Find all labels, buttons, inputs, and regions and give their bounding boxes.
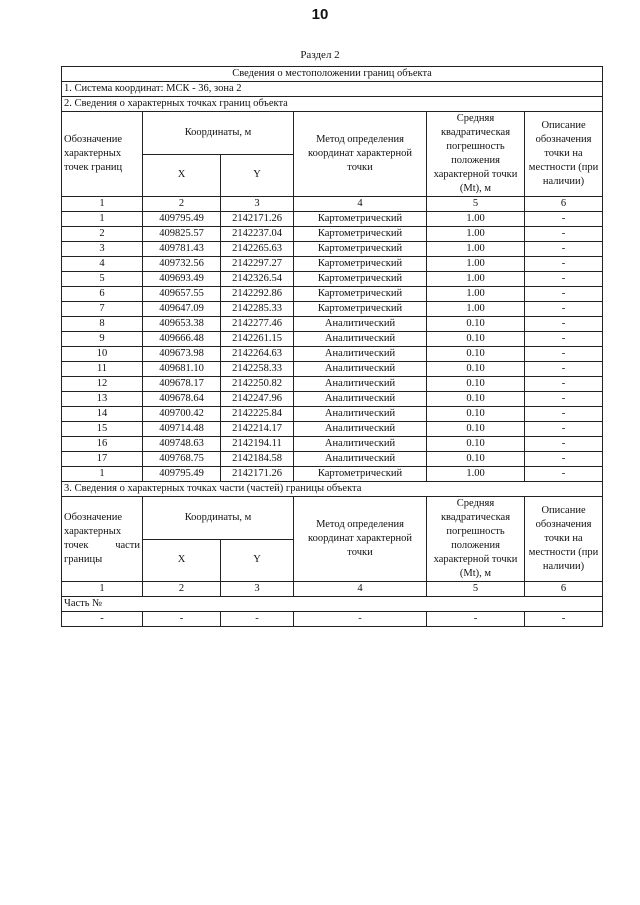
column-number: 6 <box>525 197 603 212</box>
header2-x-label: X <box>143 539 221 582</box>
table-row <box>62 272 603 287</box>
point-x: 409781.43 <box>143 242 221 257</box>
point-method: Аналитический <box>294 437 427 452</box>
empty-cell: - <box>62 612 143 627</box>
point-method: Картометрический <box>294 467 427 482</box>
table-row <box>62 467 603 482</box>
point-description: - <box>525 227 603 242</box>
point-method: Аналитический <box>294 377 427 392</box>
header-x-label: X <box>143 154 221 197</box>
column-number: 4 <box>294 197 427 212</box>
section2-title: 3. Сведения о характерных точках части (частей) границы объекта <box>62 482 603 497</box>
point-number: 2 <box>62 227 143 242</box>
column-number: 2 <box>143 197 221 212</box>
point-error: 0.10 <box>427 347 525 362</box>
point-error: 0.10 <box>427 452 525 467</box>
point-x: 409693.49 <box>143 272 221 287</box>
point-y: 2142184.58 <box>221 452 294 467</box>
header-description-label: Описание обозначения точки на местности (при наличии) <box>525 112 603 197</box>
point-y: 2142250.82 <box>221 377 294 392</box>
point-method: Картометрический <box>294 257 427 272</box>
point-error: 1.00 <box>427 287 525 302</box>
point-method: Картометрический <box>294 212 427 227</box>
point-method: Аналитический <box>294 407 427 422</box>
boundaries-table <box>61 66 603 627</box>
point-y: 2142265.63 <box>221 242 294 257</box>
point-error: 0.10 <box>427 377 525 392</box>
section1-title: 2. Сведения о характерных точках границ объекта <box>62 97 603 112</box>
point-method: Аналитический <box>294 362 427 377</box>
point-description: - <box>525 302 603 317</box>
point-y: 2142225.84 <box>221 407 294 422</box>
point-number: 8 <box>62 317 143 332</box>
point-x: 409714.48 <box>143 422 221 437</box>
point-error: 1.00 <box>427 302 525 317</box>
point-y: 2142326.54 <box>221 272 294 287</box>
table-row <box>62 377 603 392</box>
table-row <box>62 347 603 362</box>
column-numbers-row <box>62 197 603 212</box>
point-number: 10 <box>62 347 143 362</box>
empty-cell: - <box>143 612 221 627</box>
point-y: 2142171.26 <box>221 212 294 227</box>
point-description: - <box>525 242 603 257</box>
point-description: - <box>525 422 603 437</box>
point-description: - <box>525 407 603 422</box>
point-description: - <box>525 287 603 302</box>
point-x: 409748.63 <box>143 437 221 452</box>
point-number: 5 <box>62 272 143 287</box>
point-description: - <box>525 467 603 482</box>
table-row <box>62 362 603 377</box>
part-label: Часть № <box>62 597 603 612</box>
column-number: 1 <box>62 582 143 597</box>
point-number: 1 <box>62 212 143 227</box>
point-error: 1.00 <box>427 467 525 482</box>
point-x: 409673.98 <box>143 347 221 362</box>
point-number: 16 <box>62 437 143 452</box>
point-description: - <box>525 347 603 362</box>
header-error-label: Средняя квадратическая погрешность положения характерной точки (Mt), м <box>427 112 525 197</box>
header2-point-label: Обозначение характерных точек части границы <box>62 497 143 582</box>
point-method: Картометрический <box>294 227 427 242</box>
column-number: 3 <box>221 197 294 212</box>
point-y: 2142261.15 <box>221 332 294 347</box>
table-row <box>62 242 603 257</box>
header-coords-label: Координаты, м <box>143 112 294 155</box>
header2-coords-label: Координаты, м <box>143 497 294 540</box>
point-number: 14 <box>62 407 143 422</box>
point-x: 409768.75 <box>143 452 221 467</box>
point-description: - <box>525 362 603 377</box>
point-x: 409657.55 <box>143 287 221 302</box>
table-row <box>62 422 603 437</box>
point-method: Аналитический <box>294 347 427 362</box>
column-number: 5 <box>427 582 525 597</box>
point-number: 9 <box>62 332 143 347</box>
point-y: 2142258.33 <box>221 362 294 377</box>
header2-error-label: Средняя квадратическая погрешность положения характерной точки (Mt), м <box>427 497 525 582</box>
column-number: 2 <box>143 582 221 597</box>
point-y: 2142264.63 <box>221 347 294 362</box>
header-y-label: Y <box>221 154 294 197</box>
point-method: Картометрический <box>294 272 427 287</box>
point-x: 409678.64 <box>143 392 221 407</box>
header-method-label: Метод определения координат характерной точки <box>294 112 427 197</box>
point-error: 1.00 <box>427 242 525 257</box>
point-x: 409666.48 <box>143 332 221 347</box>
point-x: 409732.56 <box>143 257 221 272</box>
point-x: 409825.57 <box>143 227 221 242</box>
column-number: 5 <box>427 197 525 212</box>
point-description: - <box>525 257 603 272</box>
point-y: 2142285.33 <box>221 302 294 317</box>
point-method: Картометрический <box>294 302 427 317</box>
point-error: 0.10 <box>427 437 525 452</box>
point-y: 2142277.46 <box>221 317 294 332</box>
table-row <box>62 407 603 422</box>
header2-description-label: Описание обозначения точки на местности (при наличии) <box>525 497 603 582</box>
point-method: Аналитический <box>294 392 427 407</box>
empty-cell: - <box>427 612 525 627</box>
point-error: 0.10 <box>427 392 525 407</box>
table-row <box>62 257 603 272</box>
point-error: 0.10 <box>427 332 525 347</box>
point-y: 2142297.27 <box>221 257 294 272</box>
point-y: 2142237.04 <box>221 227 294 242</box>
point-error: 0.10 <box>427 317 525 332</box>
point-error: 1.00 <box>427 272 525 287</box>
point-x: 409700.42 <box>143 407 221 422</box>
header2-y-label: Y <box>221 539 294 582</box>
empty-cell: - <box>294 612 427 627</box>
point-description: - <box>525 437 603 452</box>
point-number: 1 <box>62 467 143 482</box>
point-description: - <box>525 317 603 332</box>
empty-cell: - <box>221 612 294 627</box>
point-number: 3 <box>62 242 143 257</box>
column-number: 3 <box>221 582 294 597</box>
point-number: 11 <box>62 362 143 377</box>
coord-system: 1. Система координат: МСК - 36, зона 2 <box>62 82 603 97</box>
point-description: - <box>525 452 603 467</box>
point-x: 409653.38 <box>143 317 221 332</box>
point-y: 2142194.11 <box>221 437 294 452</box>
point-y: 2142214.17 <box>221 422 294 437</box>
table-row <box>62 332 603 347</box>
page-number: 10 <box>311 6 329 23</box>
point-description: - <box>525 212 603 227</box>
point-number: 4 <box>62 257 143 272</box>
table-row <box>62 287 603 302</box>
point-method: Картометрический <box>294 287 427 302</box>
table-row <box>62 302 603 317</box>
point-description: - <box>525 392 603 407</box>
point-y: 2142171.26 <box>221 467 294 482</box>
empty-part-row <box>62 612 603 627</box>
column-number: 6 <box>525 582 603 597</box>
column-number: 1 <box>62 197 143 212</box>
point-error: 0.10 <box>427 407 525 422</box>
point-y: 2142247.96 <box>221 392 294 407</box>
point-error: 0.10 <box>427 362 525 377</box>
point-error: 1.00 <box>427 257 525 272</box>
header-point-label: Обозначение характерных точек границ <box>62 112 143 197</box>
point-x: 409647.09 <box>143 302 221 317</box>
section-label: Раздел 2 <box>300 49 340 61</box>
table-row <box>62 392 603 407</box>
table-row <box>62 437 603 452</box>
point-x: 409678.17 <box>143 377 221 392</box>
point-method: Аналитический <box>294 317 427 332</box>
point-error: 0.10 <box>427 422 525 437</box>
column-number: 4 <box>294 582 427 597</box>
header2-method-label: Метод определения координат характерной точки <box>294 497 427 582</box>
table-row <box>62 212 603 227</box>
empty-cell: - <box>525 612 603 627</box>
point-description: - <box>525 272 603 287</box>
point-error: 1.00 <box>427 212 525 227</box>
point-method: Аналитический <box>294 332 427 347</box>
point-method: Аналитический <box>294 422 427 437</box>
point-number: 17 <box>62 452 143 467</box>
point-error: 1.00 <box>427 227 525 242</box>
point-x: 409681.10 <box>143 362 221 377</box>
table-title: Сведения о местоположении границ объекта <box>62 67 603 82</box>
point-number: 12 <box>62 377 143 392</box>
point-number: 15 <box>62 422 143 437</box>
point-number: 7 <box>62 302 143 317</box>
column-numbers-row-2 <box>62 582 603 597</box>
point-x: 409795.49 <box>143 212 221 227</box>
table-row <box>62 452 603 467</box>
table-row <box>62 317 603 332</box>
point-x: 409795.49 <box>143 467 221 482</box>
point-method: Картометрический <box>294 242 427 257</box>
point-description: - <box>525 377 603 392</box>
point-description: - <box>525 332 603 347</box>
point-number: 13 <box>62 392 143 407</box>
point-number: 6 <box>62 287 143 302</box>
table-row <box>62 227 603 242</box>
point-method: Аналитический <box>294 452 427 467</box>
point-y: 2142292.86 <box>221 287 294 302</box>
